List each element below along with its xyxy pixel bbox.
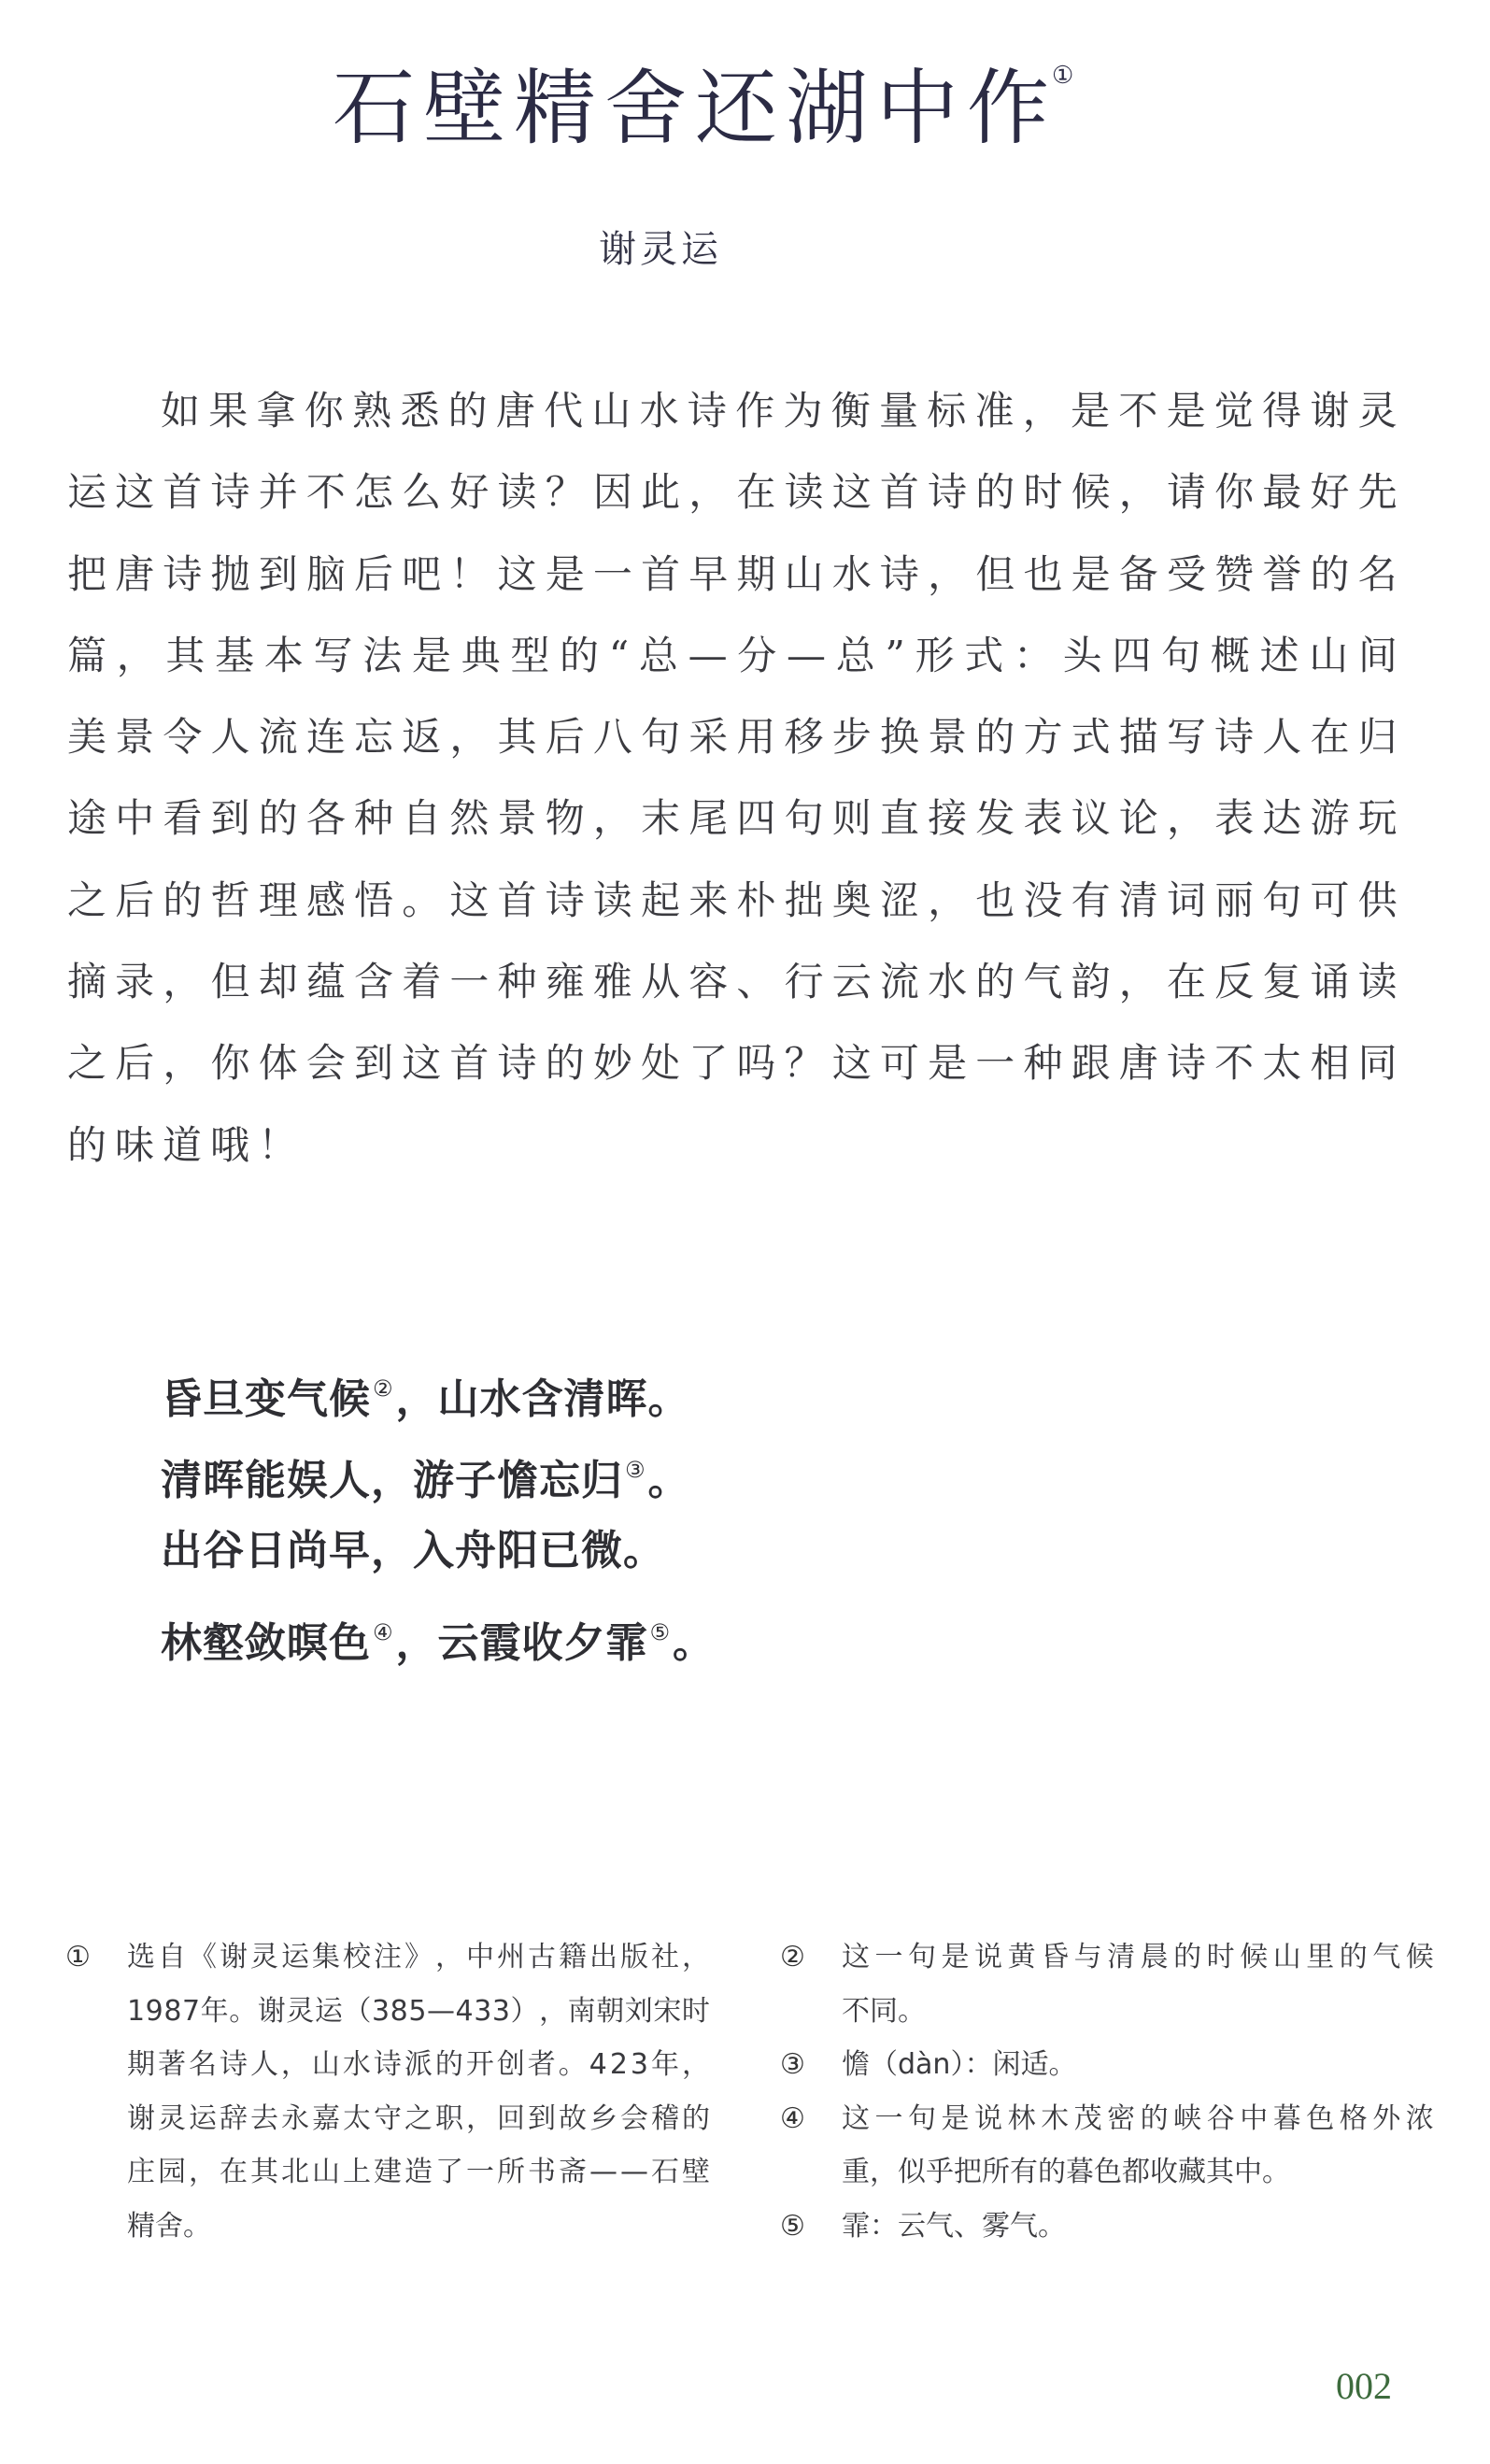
paragraph-line: 运 这 首 诗 并 不 怎 么 好 读 ？ 因 此 ， 在 读 这 首 诗 的 时 候 ， 请 你 最 好 先 [67,469,1398,516]
footnote-line: 1 9 8 7 年 。 谢 灵 运 （ 3 8 5 — 4 3 3 ） ， 南 朝 刘 宋 时 [127,1994,710,2028]
poem-text: 出谷日尚早，入舟阳已微。 [161,1527,665,1574]
title-text: 石壁精舍还湖中作 [333,60,1058,156]
footnote-item [780,1930,1434,2038]
footnote-line: 期 著 名 诗 人 ， 山 水 诗 派 的 开 创 者 。 4 2 3 年 ， [127,2048,710,2081]
footnote-item [65,1930,710,2253]
paragraph-line: 把 唐 诗 抛 到 脑 后 吧 ！ 这 是 一 首 早 期 山 水 诗 ， 但 也 是 备 受 赞 誉 的 名 [67,550,1398,597]
footnote-text [842,2200,1434,2254]
footnote-line: 庄 园 ， 在 其 北 山 上 建 造 了 一 所 书 斋 — — 石 壁 [127,2156,710,2188]
title-footnote-marker: ① [1052,62,1074,90]
footnote-marker: ⑤ [649,1619,672,1645]
paragraph-line: 之 后 的 哲 理 感 悟 。 这 首 诗 读 起 来 朴 拙 奥 涩 ， 也 没 有 清 词 丽 句 可 供 [67,876,1398,923]
footnote-item [780,2200,1434,2254]
footnote-line: 憺（dàn）：闲适。 [842,2048,1077,2081]
footnote-marker: ③ [625,1457,646,1483]
footnote-text [842,2092,1434,2200]
poem [161,1362,715,1688]
footnote-text [842,1930,1434,2038]
intro-paragraph [67,387,1398,1203]
paragraph-line: 摘 录 ， 但 却 蕴 含 着 一 种 雍 雅 从 容 、 行 云 流 水 的 气 韵 ， 在 反 复 诵 读 [67,959,1398,1005]
footnote-line: 不同。 [842,1994,926,2028]
poem-line [161,1444,715,1525]
footnote-number: ⑤ [780,2209,805,2243]
paragraph-line: 途 中 看 到 的 各 种 自 然 景 物 ， 末 尾 四 句 则 直 接 发 表 议 论 ， 表 达 游 玩 [67,795,1398,842]
footnotes-left-column [65,1930,710,2253]
footnote-marker: ④ [373,1619,394,1645]
footnote-marker: ② [373,1375,394,1402]
paragraph-line: 篇 ， 其 基 本 写 法 是 典 型 的 “ 总 — 分 — 总 ” 形 式 ： 头 四 句 概 述 山 间 [67,632,1398,678]
page-number: 002 [1336,2365,1392,2407]
footnotes-right-column [780,1930,1434,2253]
paragraph-line: 如 果 拿 你 熟 悉 的 唐 代 山 水 诗 作 为 衡 量 标 准 ， 是 不 是 觉 得 谢 灵 [161,388,1398,434]
footnote-line: 这 一 句 是 说 黄 昏 与 清 晨 的 时 候 山 里 的 气 候 [842,1941,1434,1973]
poem-text: 昏旦变气候 [161,1375,371,1423]
footnote-text [127,1930,710,2253]
footnote-number: ② [780,1941,805,1973]
footnote-line: 霏：云气、雾气。 [842,2209,1066,2243]
footnote-line: 谢 灵 运 辞 去 永 嘉 太 守 之 职 ， 回 到 故 乡 会 稽 的 [127,2101,710,2135]
paragraph-line: 之 后 ， 你 体 会 到 这 首 诗 的 妙 处 了 吗 ？ 这 可 是 一 种 跟 唐 诗 不 太 相 同 [67,1040,1398,1087]
poem-line [161,1525,715,1606]
footnote-line: 精舍。 [127,2209,211,2243]
poem-text: 林壑敛暝色 [161,1619,371,1667]
paragraph-line: 美 景 令 人 流 连 忘 返 ， 其 后 八 句 采 用 移 步 换 景 的 方 式 描 写 诗 人 在 归 [67,714,1398,761]
poem-text: ，山水含清晖。 [395,1375,690,1423]
footnote-text [842,2038,1434,2092]
poem-text: ，云霞收夕霏 [395,1619,648,1667]
page-title [333,62,1057,155]
footnote-line: 选 自 《 谢 灵 运 集 校 注 》 ， 中 州 古 籍 出 版 社 ， [127,1941,710,1973]
footnote-number: ③ [780,2048,805,2081]
footnote-line: 重，似乎把所有的暮色都收藏其中。 [842,2156,1290,2188]
footnote-item [780,2092,1434,2200]
poem-line [161,1606,715,1688]
poem-text: 清晖能娱人，游子憺忘归 [161,1457,623,1504]
author-name: 谢灵运 [599,228,722,271]
poem-line [161,1362,715,1444]
footnote-number: ① [65,1941,91,1973]
paragraph-line: 的 味 道 哦 ！ [67,1121,298,1168]
footnote-number: ④ [780,2101,805,2135]
footnote-line: 这 一 句 是 说 林 木 茂 密 的 峡 谷 中 暮 色 格 外 浓 [842,2101,1434,2135]
footnote-item [780,2038,1434,2092]
poem-text: 。 [673,1619,716,1667]
poem-text: 。 [647,1457,690,1504]
